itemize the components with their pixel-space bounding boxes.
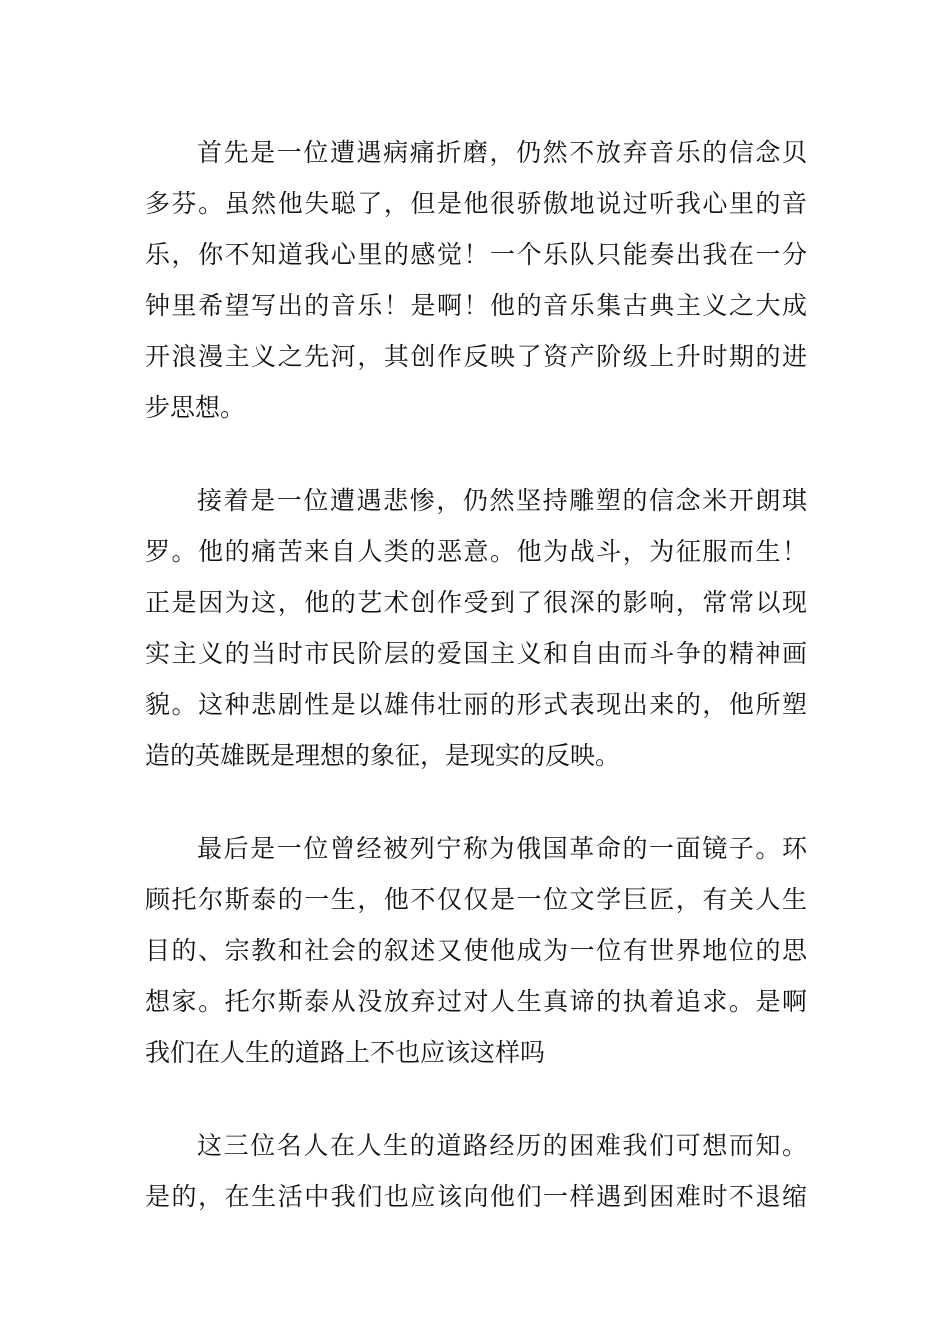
text-line: 罗。他的痛苦来自人类的恶意。他为战斗，为征服而生！ — [145, 537, 807, 566]
paragraph-conclusion — [145, 1120, 807, 1222]
text-line: 我们在人生的道路上不也应该这样吗 — [145, 1038, 546, 1067]
text-line: 开浪漫主义之先河，其创作反映了资产阶级上升时期的进 — [145, 342, 807, 371]
text-line: 想家。托尔斯泰从没放弃过对人生真谛的执着追求。是啊 — [145, 987, 807, 1016]
text-line: 造的英雄既是理想的象征，是现实的反映。 — [145, 741, 621, 770]
text-line: 这三位名人在人生的道路经历的困难我们可想而知。 — [197, 1131, 807, 1160]
text-line: 钟里希望写出的音乐！是啊！他的音乐集古典主义之大成 — [145, 291, 807, 320]
text-line: 正是因为这，他的艺术创作受到了很深的影响，常常以现 — [145, 588, 807, 617]
paragraph-beethoven — [145, 127, 807, 433]
text-line: 目的、宗教和社会的叙述又使他成为一位有世界地位的思 — [145, 936, 807, 965]
text-line: 最后是一位曾经被列宁称为俄国革命的一面镜子。环 — [197, 834, 807, 863]
text-line: 乐，你不知道我心里的感觉！一个乐队只能奏出我在一分 — [145, 240, 807, 269]
text-line: 步思想。 — [145, 393, 246, 422]
text-line: 多芬。虽然他失聪了，但是他很骄傲地说过听我心里的音 — [145, 189, 807, 218]
paragraph-michelangelo — [145, 475, 807, 781]
text-line: 貌。这种悲剧性是以雄伟壮丽的形式表现出来的，他所塑 — [145, 690, 807, 719]
text-line: 首先是一位遭遇病痛折磨，仍然不放弃音乐的信念贝 — [197, 138, 807, 167]
paragraph-tolstoy — [145, 823, 807, 1078]
text-line: 实主义的当时市民阶层的爱国主义和自由而斗争的精神画 — [145, 639, 807, 668]
text-line: 接着是一位遭遇悲惨，仍然坚持雕塑的信念米开朗琪 — [197, 486, 807, 515]
text-line: 顾托尔斯泰的一生，他不仅仅是一位文学巨匠，有关人生 — [145, 885, 807, 914]
text-line: 是的，在生活中我们也应该向他们一样遇到困难时不退缩 — [145, 1182, 807, 1211]
